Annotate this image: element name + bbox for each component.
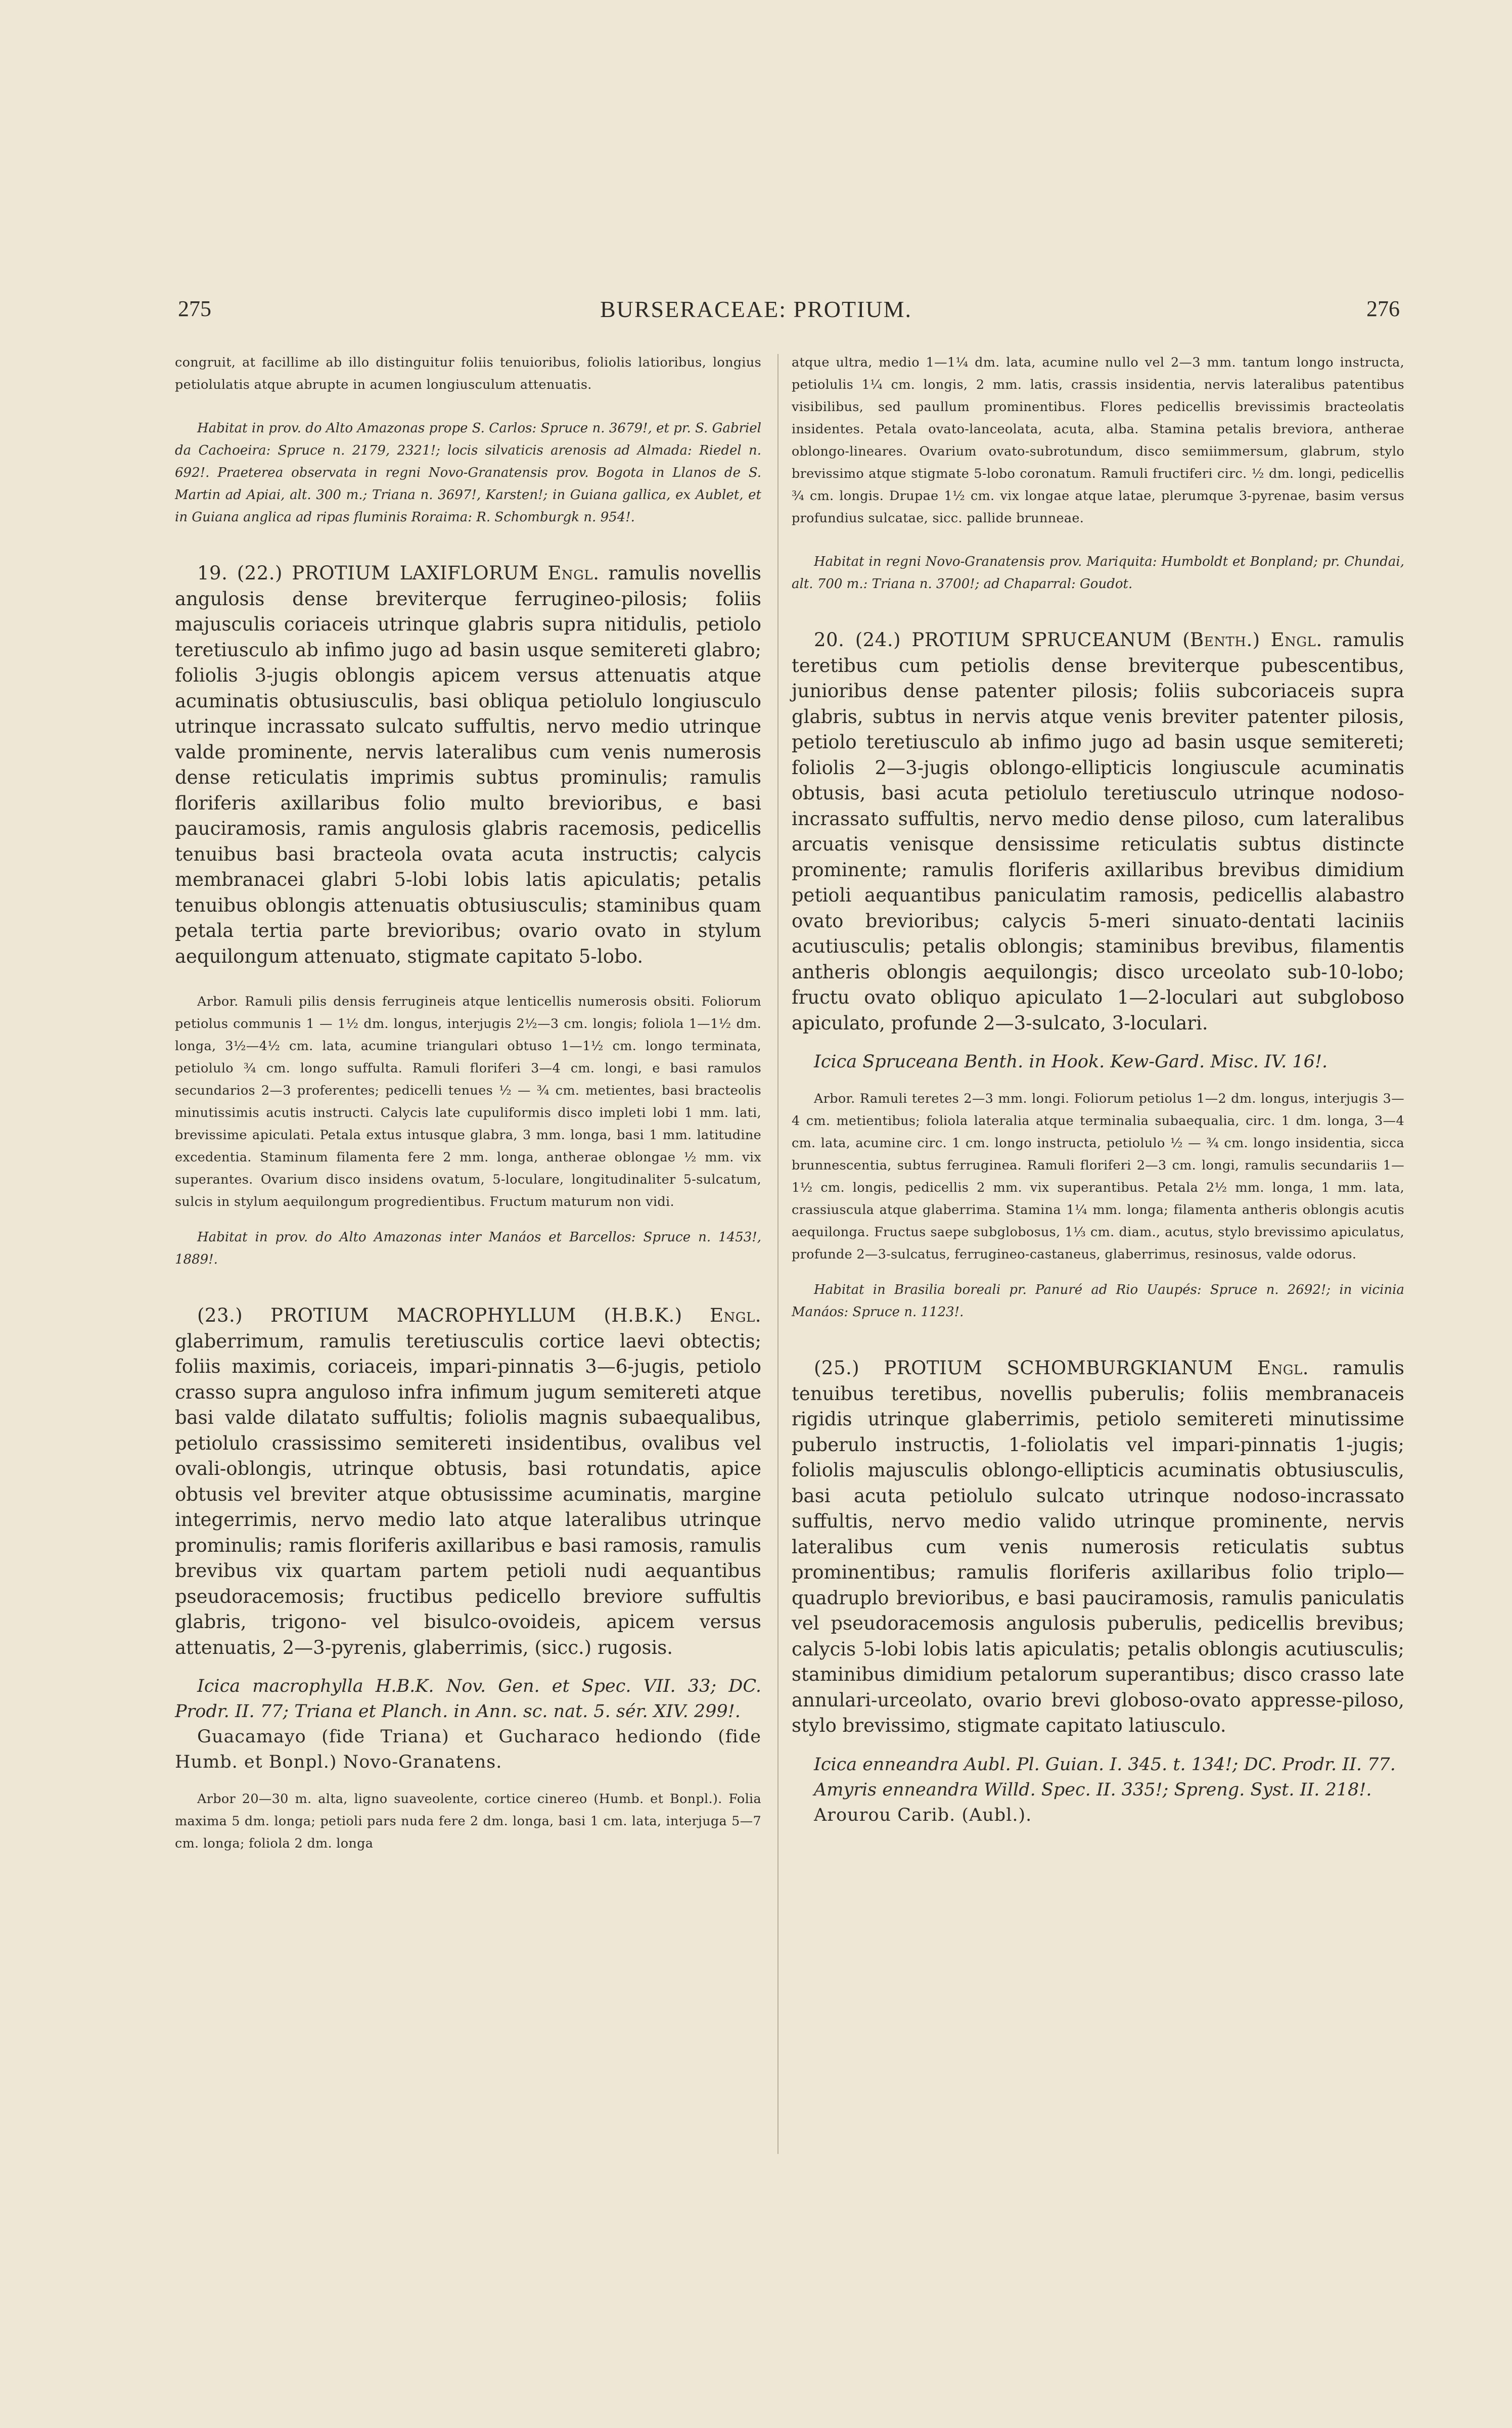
species-23-author: Engl.	[709, 1305, 762, 1326]
species-20-habitat: Habitat in Brasilia boreali pr. Panuré ad Rio Uaupés: Spruce n. 2692!; in vicinia Manáos: Spruce n. 1123!.	[792, 1282, 1404, 1320]
page-number-right: 276	[1366, 296, 1400, 321]
species-23-habitat: Habitat in regni Novo-Granatensis prov. Mariquita: Humboldt et Bonpland; pr. Chundai, alt. 700 m.: Triana n. 3700!; ad Chaparral: Goudot.	[792, 554, 1404, 592]
species-19-heading: 19. (22.) PROTIUM LAXIFLORUM	[197, 562, 539, 584]
species-23-description: Arbor 20—30 m. alta, ligno suaveolente, cortice cinereo (Humb. et Bonpl.). Folia maxima 5 dm. longa; petioli pars nuda fere 2 dm. longa, basi 1 cm. lata, interjuga 5—7 cm. longa; foliola 2 dm. longa	[175, 1791, 761, 1851]
species-25-heading: (25.) PROTIUM SCHOMBURGKIANUM	[814, 1357, 1233, 1379]
species-20-heading: 20. (24.) PROTIUM SPRUCEANUM (Benth.)	[814, 629, 1260, 651]
species-19-diagnosis	[175, 561, 761, 969]
species-25-author: Engl.	[1257, 1357, 1309, 1379]
habitat-paragraph: Habitat in prov. do Alto Amazonas prope S. Carlos: Spruce n. 3679!, et pr. S. Gabriel da Cachoeira: Spruce n. 2179, 2321!; locis silvaticis arenosis ad Almada: Riedel n. 692!. Praeterea observata in regni Novo-Granatensis prov. Bogota in Llanos de S. Martin ad Apiai, alt. 300 m.; Triana n. 3697!, Karsten!; in Guiana gallica, ex Aublet, et in Guiana anglica ad ripas fluminis Roraima: R. Schomburgk n. 954!.	[175, 421, 761, 525]
species-19-description: Arbor. Ramuli pilis densis ferrugineis atque lenticellis numerosis obsiti. Foliorum petiolus communis 1 — 1½ dm. longus, interjugis 2½—3 cm. longis; foliola 1—1½ dm. longa, 3½—4½ cm. lata, acumine triangulari obtuso 1—1½ cm. longo terminata, petiolulo ¾ cm. longo suffulta. Ramuli floriferi 3—4 cm. longi, e basi ramulos secundarios 2—3 proferentes; pedicelli tenues ½ — ¾ cm. metientes, basi bracteolis minutissimis acutis instructi. Calycis late cupuliformis disco impleti lobi 1 mm. lati, brevissime apiculati. Petala extus intusque glabra, 3 mm. longa, basi 1 mm. latitudine excedentia. Staminum filamenta fere 2 mm. longa, antherae oblongae ½ mm. vix superantes. Ovarium disco insidens ovatum, 5-loculare, longitudinaliter 5-sulcatum, sulcis in stylum aequilongum progredientibus. Fructum maturum non vidi.	[175, 994, 761, 1209]
species-23-diagnosis	[175, 1303, 761, 1660]
species-25-diagnosis	[792, 1356, 1404, 1739]
left-column	[175, 351, 761, 1855]
species-20-author: Engl.	[1270, 629, 1322, 651]
intro-paragraph: congruit, at facillime ab illo distinguitur foliis tenuioribus, foliolis latioribus, longius petiolulatis atque abrupte in acumen longiusculum attenuatis.	[175, 355, 761, 392]
species-25-vernacular: Arourou Carib. (Aubl.).	[814, 1805, 1032, 1825]
species-20-citation: Icica Spruceana Benth. in Hook. Kew-Gard. Misc. IV. 16!.	[814, 1052, 1328, 1072]
species-25-citation-1: Icica enneandra Aubl. Pl. Guian. I. 345. t. 134!; DC. Prodr. II. 77.	[814, 1754, 1396, 1775]
page-header	[0, 296, 1512, 326]
right-column	[792, 351, 1404, 1828]
page-number-left: 275	[178, 296, 211, 321]
species-25-citation-2: Amyris enneandra Willd. Spec. II. 335!; Spreng. Syst. II. 218!.	[814, 1779, 1372, 1800]
species-20-diagnosis	[792, 627, 1404, 1036]
species-19-text: ramulis novellis angulosis dense breviterque ferrugineo-pilosis; foliis majusculis coriaceis utrinque glabris supra nitidulis, petiolo teretiusculo ab infimo jugo ad basin usque semitereti glabro; foliolis 3-jugis oblongis apicem versus attenuatis atque acuminatis obtusiusculis, basi obliqua petiolulo longiusculo utrinque incrassato sulcato suffultis, nervo medio utrinque valde prominente, nervis lateralibus cum venis numerosis dense reticulatis imprimis subtus prominulis; ramulis floriferis axillaribus folio multo brevioribus, e basi pauciramosis, ramis angulosis glabris racemosis, pedicellis tenuibus basi bracteola ovata acuta instructis; calycis membranacei glabri 5-lobi lobis latis apiculatis; petalis tenuibus oblongis attenuatis obtusiusculis; staminibus quam petala tertia parte brevioribus; ovario ovato in stylum aequilongum attenuato, stigmate capitato 5-lobo.	[175, 562, 762, 967]
continued-description: atque ultra, medio 1—1¼ dm. lata, acumine nullo vel 2—3 mm. tantum longo instructa, petiolulis 1¼ cm. longis, 2 mm. latis, crassis insidentia, nervis lateralibus patentibus visibilibus, sed paullum prominentibus. Flores pedicellis brevissimis bracteolatis insidentes. Petala ovato-lanceolata, acuta, alba. Stamina petalis breviora, antherae oblongo-lineares. Ovarium ovato-subrotundum, disco semiimmersum, glabrum, stylo brevissimo atque stigmate 5-lobo coronatum. Ramuli fructiferi circ. ½ dm. longi, pedicellis ¾ cm. longis. Drupae 1½ cm. vix longae atque latae, plerumque 3-pyrenae, basim versus profundius sulcatae, sicc. pallide brunneae.	[792, 355, 1404, 526]
species-19-habitat: Habitat in prov. do Alto Amazonas inter Manáos et Barcellos: Spruce n. 1453!, 1889!.	[175, 1230, 761, 1267]
species-23-heading: (23.) PROTIUM MACROPHYLLUM (H.B.K.)	[197, 1305, 682, 1326]
species-23-text: glaberrimum, ramulis teretiusculis cortice laevi obtectis; foliis maximis, coriaceis, impari-pinnatis 3—6-jugis, petiolo crasso supra anguloso infra infimum jugum semitereti atque basi valde dilatato suffultis; foliolis magnis subaequalibus, petiolulo crassissimo semitereti insidentibus, ovalibus vel ovali-oblongis, utrinque obtusis, basi rotundatis, apice obtusis vel breviter atque obtusissime acuminatis, margine integerrimis, nervo medio lato atque lateralibus utrinque prominulis; ramis floriferis axillaribus e basi ramosis, ramulis brevibus vix quartam partem petioli nudi aequantibus pseudoracemosis; fructibus pedicello breviore suffultis glabris, trigono- vel bisulco-ovoideis, apicem versus attenuatis, 2—3-pyrenis, glaberrimis, (sicc.) rugosis.	[175, 1330, 761, 1658]
species-19-author: Engl.	[547, 562, 600, 584]
column-divider	[777, 354, 778, 2154]
species-25-text: ramulis tenuibus teretibus, novellis puberulis; foliis membranaceis rigidis utrinque glaberrimis, petiolo semitereti minutissime puberulo instructis, 1-foliolatis vel impari-pinnatis 1-jugis; foliolis majusculis oblongo-ellipticis acuminatis obtusiusculis, basi acuta petiolulo sulcato utrinque nodoso-incrassato suffultis, nervo medio valido utrinque prominente, nervis lateralibus cum venis numerosis reticulatis subtus prominentibus; ramulis floriferis axillaribus folio triplo—quadruplo brevioribus, e basi pauciramosis, ramulis paniculatis vel pseudoracemosis angulosis puberulis, pedicellis brevibus; calycis 5-lobi lobis latis apiculatis; petalis oblongis acutiusculis; staminibus dimidium petalorum superantibus; disco crasso late annulari-urceolato, ovario brevi globoso-ovato appresse-piloso, stylo brevissimo, stigmate capitato latiusculo.	[792, 1357, 1405, 1736]
species-23-citation: Icica macrophylla H.B.K. Nov. Gen. et Spec. VII. 33; DC. Prodr. II. 77; Triana et Planch. in Ann. sc. nat. 5. sér. XIV. 299!.	[175, 1676, 761, 1722]
species-23-vernacular: Guacamayo (fide Triana) et Gucharaco hediondo (fide Humb. et Bonpl.) Novo-Granatens.	[175, 1727, 761, 1772]
species-20-description: Arbor. Ramuli teretes 2—3 mm. longi. Foliorum petiolus 1—2 dm. longus, interjugis 3—4 cm. metientibus; foliola lateralia atque terminalia subaequalia, circ. 1 dm. longa, 3—4 cm. lata, acumine circ. 1 cm. longo instructa, petiolulo ½ — ¾ cm. longo insidentia, sicca brunnescentia, subtus ferruginea. Ramuli floriferi 2—3 cm. longi, ramulis secundariis 1—1½ cm. longis, pedicellis 2 mm. vix superantibus. Petala 2½ mm. longa, 1 mm. lata, crassiuscula atque glaberrima. Stamina 1¼ mm. longa; filamenta antheris oblongis acutis aequilonga. Fructus saepe subglobosus, 1⅓ cm. diam., acutus, stylo brevissimo apiculatus, profunde 2—3-sulcatus, ferrugineo-castaneus, glaberrimus, resinosus, valde odorus.	[792, 1091, 1404, 1262]
running-title: BURSERACEAE: PROTIUM.	[600, 296, 912, 322]
species-20-text: ramulis teretibus cum petiolis dense breviterque pubescentibus, junioribus dense patenter pilosis; foliis subcoriaceis supra glabris, subtus in nervis atque venis breviter patenter pilosis, petiolo teretiusculo ab infimo jugo ad basin usque semitereti; foliolis 2—3-jugis oblongo-ellipticis longiuscule acuminatis obtusis, basi acuta petiolulo teretiusculo utrinque nodoso-incrassato suffultis, nervo medio dense piloso, cum lateralibus arcuatis venisque densissime reticulatis subtus distincte prominente; ramulis floriferis axillaribus brevibus dimidium petioli aequantibus paniculatim ramosis, pedicellis alabastro ovato brevioribus; calycis 5-meri sinuato-dentati laciniis acutiusculis; petalis oblongis; staminibus brevibus, filamentis antheris oblongis aequilongis; disco urceolato sub-10-lobo; fructu ovato obliquo apiculato 1—2-loculari aut subgloboso apiculato, profunde 2—3-sulcato, 3-loculari.	[792, 629, 1405, 1034]
